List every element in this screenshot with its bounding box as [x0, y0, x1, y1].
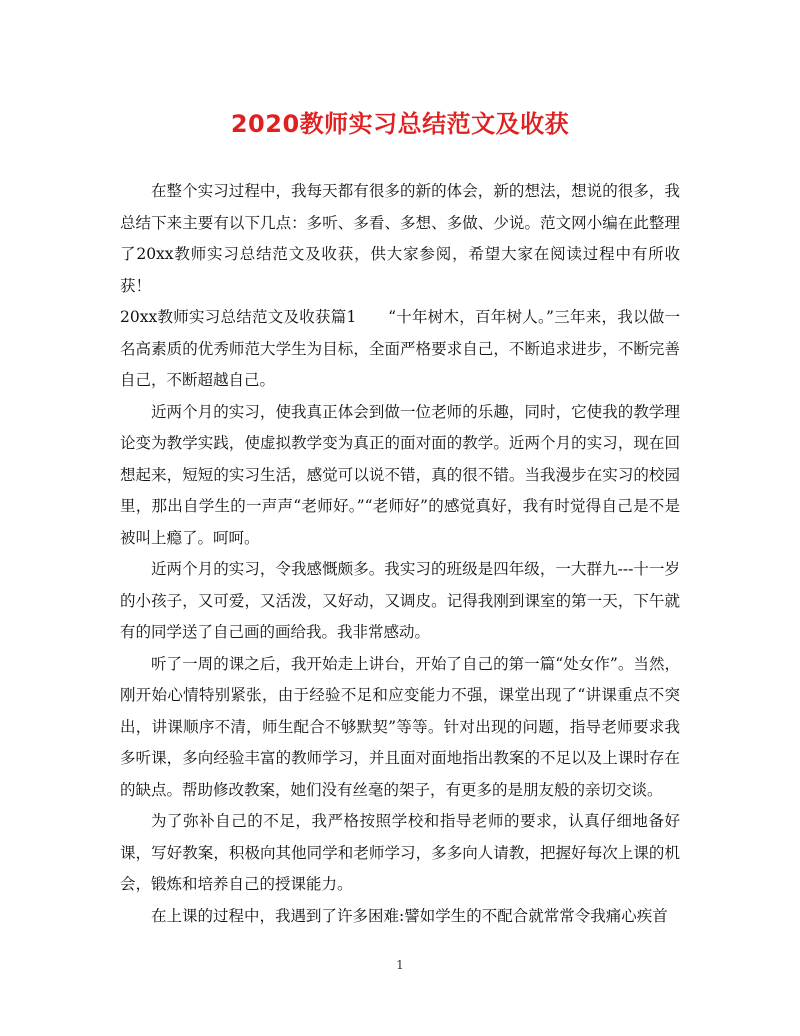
paragraph-section-1: 20xx教师实习总结范文及收获篇1 “十年树木，百年树人。”三年来，我以做一名高素质的优秀师范大学生为目标，全面严格要求自己，不断追求进步，不断完善自己，不断超越自己。	[120, 308, 680, 389]
paragraph-3: 近两个月的实习，令我感慨颇多。我实习的班级是四年级，一大群九---十一岁的小孩子，又可爱，又活泼，又好动，又调皮。记得我刚到课室的第一天，下午就有的同学送了自己画的画给我。我非常感动。	[120, 560, 680, 641]
document-body	[120, 176, 680, 932]
paragraph-4: 听了一周的课之后，我开始走上讲台，开始了自己的第一篇“处女作”。当然，刚开始心情特别紧张，由于经验不足和应变能力不强，课堂出现了“讲课重点不突出，讲课顺序不清，师生配合不够默契”等等。针对出现的问题，指导老师要求我多听课，多向经验丰富的教师学习，并且面对面地指出教案的不足以及上课时存在的缺点。帮助修改教案，她们没有丝毫的架子，有更多的是朋友般的亲切交谈。	[120, 654, 680, 799]
paragraph-intro: 在整个实习过程中，我每天都有很多的新的体会，新的想法，想说的很多，我总结下来主要有以下几点：多听、多看、多想、多做、少说。范文网小编在此整理了20xx教师实习总结范文及收获，供大家参阅，希望大家在阅读过程中有所收获！	[120, 182, 680, 295]
document-title: 2020教师实习总结范文及收获	[230, 110, 570, 138]
paragraph-2: 近两个月的实习，使我真正体会到做一位老师的乐趣，同时，它使我的教学理论变为教学实践，使虚拟教学变为真正的面对面的教学。近两个月的实习，现在回想起来，短短的实习生活，感觉可以说不错，真的很不错。当我漫步在实习的校园里，那出自学生的一声声“老师好。”“老师好”的感觉真好，我有时觉得自己是不是被叫上瘾了。呵呵。	[120, 402, 680, 547]
paragraph-6: 在上课的过程中，我遇到了许多困难:譬如学生的不配合就常常令我痛心疾首	[151, 906, 668, 925]
page-number: 1	[396, 958, 404, 972]
paragraph-5: 为了弥补自己的不足，我严格按照学校和指导老师的要求，认真仔细地备好课，写好教案，积极向其他同学和老师学习，多多向人请教，把握好每次上课的机会，锻炼和培养自己的授课能力。	[120, 812, 680, 893]
